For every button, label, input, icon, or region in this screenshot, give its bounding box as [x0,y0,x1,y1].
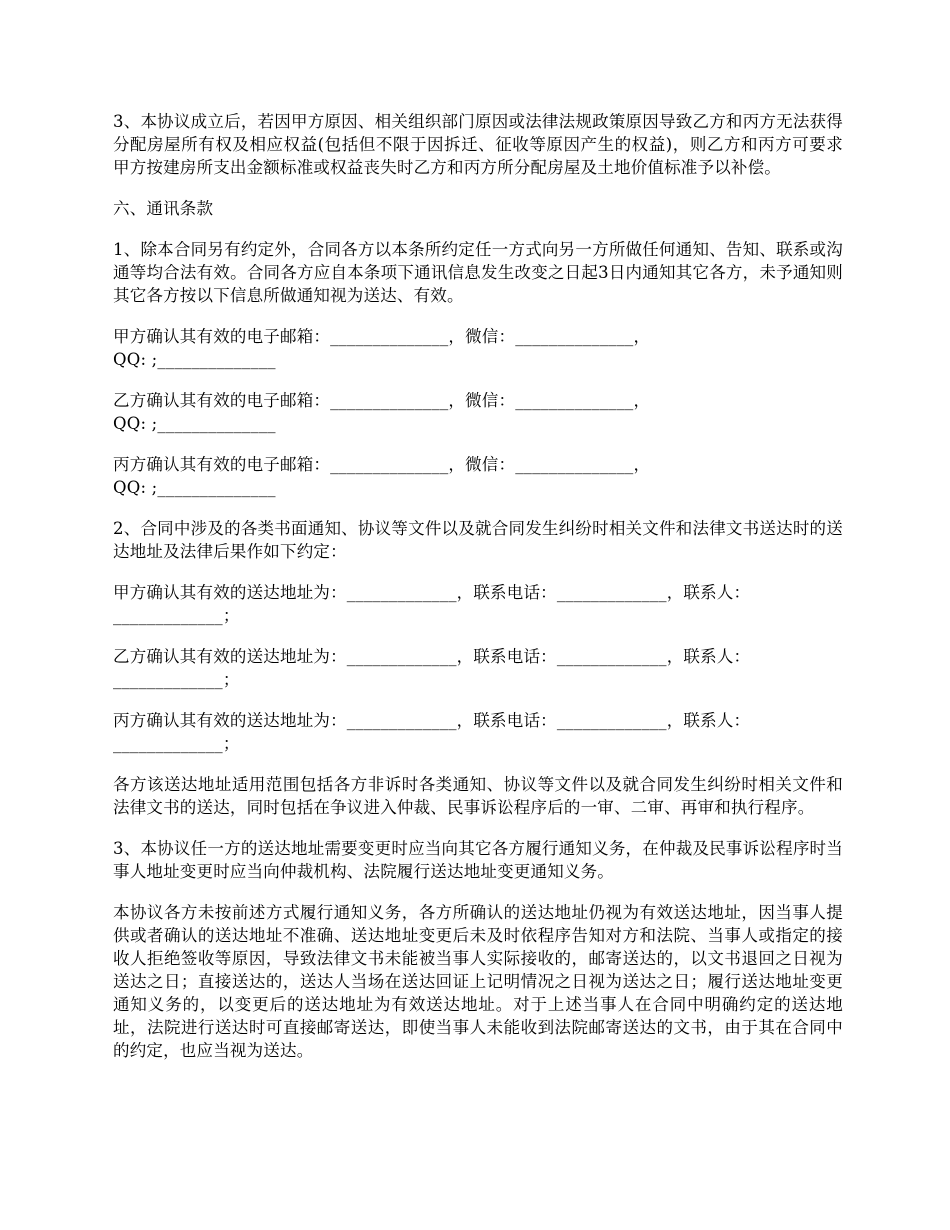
clause-6-3-paragraph: 3、本协议任一方的送达地址需要变更时应当向其它各方履行通知义务，在仲裁及民事诉讼程序时当事人地址变更时应当向仲裁机构、法院履行送达地址变更通知义务。 [113,839,843,881]
party-a-address-line1: 甲方确认其有效的送达地址为：_____________，联系电话：_____________，联系人： [113,583,751,602]
party-c-address-line1: 丙方确认其有效的送达地址为：_____________，联系电话：_____________，联系人： [113,711,751,730]
party-c-address-block [113,709,843,755]
party-c-contact-line1: 丙方确认其有效的电子邮箱：______________，微信：______________， [113,455,651,474]
party-c-contact-block [113,453,843,499]
party-a-address-line2: _____________； [113,606,240,625]
clause-6-2-paragraph: 2、合同中涉及的各类书面通知、协议等文件以及就合同发生纠纷时相关文件和法律文书送达时的送达地址及法律后果作如下约定： [113,519,843,561]
party-a-contact-block [113,325,843,371]
party-b-contact-line1: 乙方确认其有效的电子邮箱：______________，微信：______________， [113,391,651,410]
clause-6-1-paragraph: 1、除本合同另有约定外，合同各方以本条所约定任一方式向另一方所做任何通知、告知、联系或沟通等均合法有效。合同各方应自本条项下通讯信息发生改变之日起3日内通知其它各方，未予通知则其它各方按以下信息所做通知视为送达、有效。 [113,240,843,305]
party-b-contact-block [113,389,843,435]
party-c-contact-line2: QQ: ;______________ [113,478,276,497]
party-a-contact-line1: 甲方确认其有效的电子邮箱：______________，微信：______________， [113,327,651,346]
party-a-address-block [113,581,843,627]
section-6-heading: 六、通讯条款 [113,199,214,218]
party-a-contact-line2: QQ: ;______________ [113,350,276,369]
party-b-address-block [113,645,843,691]
consequence-paragraph: 本协议各方未按前述方式履行通知义务，各方所确认的送达地址仍视为有效送达地址，因当事人提供或者确认的送达地址不准确、送达地址变更后未及时依程序告知对方和法院、当事人或指定的接收人拒绝签收等原因，导致法律文书未能被当事人实际接收的，邮寄送达的，以文书退回之日视为送达之日；直接送达的，送达人当场在送达回证上记明情况之日视为送达之日；履行送达地址变更通知义务的，以变更后的送达地址为有效送达地址。对于上述当事人在合同中明确约定的送达地址，法院进行送达时可直接邮寄送达，即使当事人未能收到法院邮寄送达的文书，由于其在合同中的约定，也应当视为送达。 [113,903,843,1060]
clause-5-3-paragraph: 3、本协议成立后，若因甲方原因、相关组织部门原因或法律法规政策原因导致乙方和丙方无法获得分配房屋所有权及相应权益(包括但不限于因拆迁、征收等原因产生的权益)，则乙方和丙方可要求甲方按建房所支出金额标准或权益丧失时乙方和丙方所分配房屋及土地价值标准予以补偿。 [113,112,843,177]
party-b-address-line1: 乙方确认其有效的送达地址为：_____________，联系电话：_____________，联系人： [113,647,751,666]
document-page [113,110,843,1080]
party-b-address-line2: _____________； [113,670,240,689]
party-c-address-line2: _____________； [113,734,240,753]
scope-paragraph: 各方该送达地址适用范围包括各方非诉时各类通知、协议等文件以及就合同发生纠纷时相关文件和法律文书的送达，同时包括在争议进入仲裁、民事诉讼程序后的一审、二审、再审和执行程序。 [113,775,843,817]
party-b-contact-line2: QQ: ;______________ [113,414,276,433]
